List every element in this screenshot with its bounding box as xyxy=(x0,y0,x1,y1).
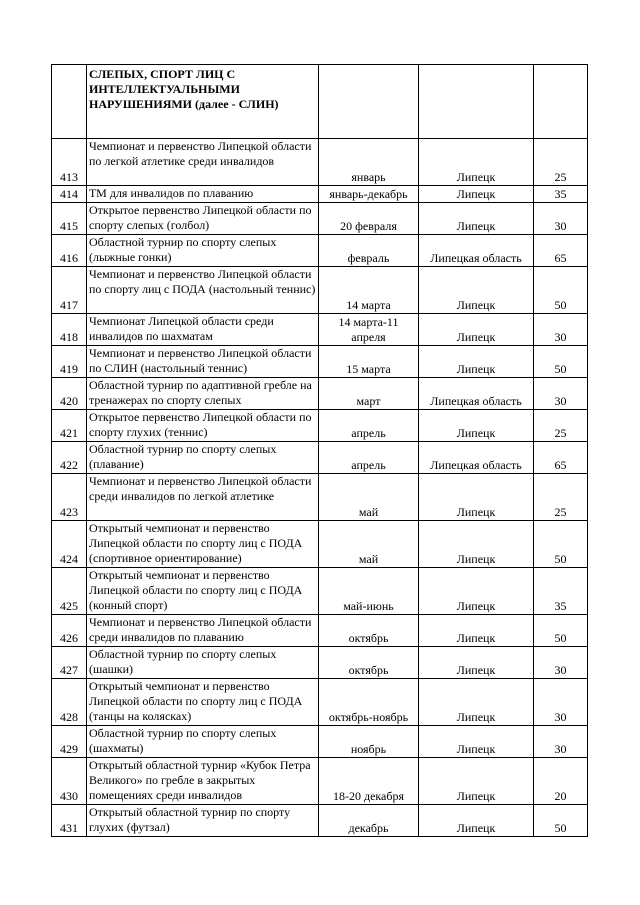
table-row xyxy=(52,346,588,378)
table-row xyxy=(52,235,588,267)
cell-name: Открытый областной турнир «Кубок Петра Великого» по гребле в закрытых помещениях среди инвалидов xyxy=(87,758,319,805)
cell-count: 30 xyxy=(534,679,588,726)
cell-count: 25 xyxy=(534,139,588,186)
cell-place: Липецк xyxy=(419,568,534,615)
cell-count: 35 xyxy=(534,568,588,615)
events-table-body xyxy=(52,65,588,837)
cell-name: Открытый чемпионат и первенство Липецкой области по спорту лиц с ПОДА (танцы на колясках) xyxy=(87,679,319,726)
cell-place: Липецк xyxy=(419,726,534,758)
cell-place xyxy=(419,65,534,139)
cell-name: Открытый чемпионат и первенство Липецкой области по спорту лиц с ПОДА (спортивное ориентирование) xyxy=(87,521,319,568)
cell-date: январь-декабрь xyxy=(319,186,419,203)
table-row xyxy=(52,726,588,758)
cell-name: Чемпионат и первенство Липецкой области по легкой атлетике среди инвалидов xyxy=(87,139,319,186)
table-row xyxy=(52,805,588,837)
cell-count: 25 xyxy=(534,474,588,521)
cell-place: Липецк xyxy=(419,267,534,314)
events-table xyxy=(51,64,588,837)
cell-count: 65 xyxy=(534,442,588,474)
cell-count: 35 xyxy=(534,186,588,203)
table-row xyxy=(52,203,588,235)
cell-section-title: СЛЕПЫХ, СПОРТ ЛИЦ С ИНТЕЛЛЕКТУАЛЬНЫМИ НАРУШЕНИЯМИ (далее - СЛИН) xyxy=(87,65,319,139)
cell-count: 25 xyxy=(534,410,588,442)
cell-place: Липецк xyxy=(419,758,534,805)
cell-num: 418 xyxy=(52,314,87,346)
cell-date: январь xyxy=(319,139,419,186)
table-row xyxy=(52,758,588,805)
cell-num xyxy=(52,65,87,139)
cell-num: 421 xyxy=(52,410,87,442)
cell-place: Липецк xyxy=(419,346,534,378)
cell-date: май xyxy=(319,474,419,521)
table-row xyxy=(52,442,588,474)
cell-count: 20 xyxy=(534,758,588,805)
table-row xyxy=(52,521,588,568)
cell-name: Открытое первенство Липецкой области по спорту глухих (теннис) xyxy=(87,410,319,442)
cell-date: март xyxy=(319,378,419,410)
cell-date: май xyxy=(319,521,419,568)
cell-date: апрель xyxy=(319,410,419,442)
cell-date: октябрь-ноябрь xyxy=(319,679,419,726)
table-row xyxy=(52,186,588,203)
table-row xyxy=(52,615,588,647)
cell-num: 415 xyxy=(52,203,87,235)
table-row xyxy=(52,267,588,314)
cell-date: 15 марта xyxy=(319,346,419,378)
cell-place: Липецкая область xyxy=(419,235,534,267)
cell-count: 30 xyxy=(534,378,588,410)
cell-date: апрель xyxy=(319,442,419,474)
cell-name: Областной турнир по адаптивной гребле на тренажерах по спорту слепых xyxy=(87,378,319,410)
cell-count: 50 xyxy=(534,267,588,314)
cell-name: Областной турнир по спорту слепых (шашки) xyxy=(87,647,319,679)
table-row xyxy=(52,679,588,726)
cell-name: Областной турнир по спорту слепых (плавание) xyxy=(87,442,319,474)
table-row xyxy=(52,314,588,346)
cell-count: 30 xyxy=(534,726,588,758)
cell-place: Липецк xyxy=(419,203,534,235)
cell-count: 50 xyxy=(534,615,588,647)
cell-date: декабрь xyxy=(319,805,419,837)
cell-num: 424 xyxy=(52,521,87,568)
cell-name: Чемпионат и первенство Липецкой области среди инвалидов по легкой атлетике xyxy=(87,474,319,521)
cell-name: ТМ для инвалидов по плаванию xyxy=(87,186,319,203)
cell-name: Чемпионат и первенство Липецкой области по спорту лиц с ПОДА (настольный теннис) xyxy=(87,267,319,314)
cell-date: 14 марта xyxy=(319,267,419,314)
cell-place: Липецк xyxy=(419,647,534,679)
cell-place: Липецк xyxy=(419,474,534,521)
cell-num: 422 xyxy=(52,442,87,474)
cell-place: Липецкая область xyxy=(419,442,534,474)
cell-count: 30 xyxy=(534,647,588,679)
cell-date: май-июнь xyxy=(319,568,419,615)
cell-place: Липецк xyxy=(419,615,534,647)
cell-num: 429 xyxy=(52,726,87,758)
cell-num: 416 xyxy=(52,235,87,267)
cell-place: Липецк xyxy=(419,139,534,186)
cell-num: 414 xyxy=(52,186,87,203)
cell-name: Чемпионат Липецкой области среди инвалидов по шахматам xyxy=(87,314,319,346)
cell-num: 428 xyxy=(52,679,87,726)
cell-date xyxy=(319,65,419,139)
cell-name: Чемпионат и первенство Липецкой области по СЛИН (настольный теннис) xyxy=(87,346,319,378)
cell-name: Открытое первенство Липецкой области по спорту слепых (голбол) xyxy=(87,203,319,235)
cell-place: Липецк xyxy=(419,186,534,203)
cell-count: 50 xyxy=(534,346,588,378)
table-row xyxy=(52,378,588,410)
cell-date: 14 марта-11 апреля xyxy=(319,314,419,346)
cell-date: октябрь xyxy=(319,647,419,679)
cell-place: Липецк xyxy=(419,410,534,442)
cell-place: Липецк xyxy=(419,314,534,346)
cell-place: Липецк xyxy=(419,521,534,568)
cell-count: 65 xyxy=(534,235,588,267)
cell-num: 431 xyxy=(52,805,87,837)
cell-num: 426 xyxy=(52,615,87,647)
cell-count xyxy=(534,65,588,139)
cell-count: 50 xyxy=(534,805,588,837)
cell-num: 423 xyxy=(52,474,87,521)
table-row xyxy=(52,139,588,186)
cell-num: 419 xyxy=(52,346,87,378)
cell-num: 425 xyxy=(52,568,87,615)
cell-num: 427 xyxy=(52,647,87,679)
cell-count: 50 xyxy=(534,521,588,568)
cell-place: Липецкая область xyxy=(419,378,534,410)
cell-num: 420 xyxy=(52,378,87,410)
table-row xyxy=(52,410,588,442)
cell-date: 20 февраля xyxy=(319,203,419,235)
cell-name: Чемпионат и первенство Липецкой области среди инвалидов по плаванию xyxy=(87,615,319,647)
cell-num: 430 xyxy=(52,758,87,805)
cell-date: ноябрь xyxy=(319,726,419,758)
cell-place: Липецк xyxy=(419,679,534,726)
cell-num: 417 xyxy=(52,267,87,314)
table-row-header-continuation xyxy=(52,65,588,139)
cell-name: Областной турнир по спорту слепых (лыжные гонки) xyxy=(87,235,319,267)
table-row xyxy=(52,647,588,679)
cell-place: Липецк xyxy=(419,805,534,837)
cell-count: 30 xyxy=(534,314,588,346)
cell-date: февраль xyxy=(319,235,419,267)
cell-num: 413 xyxy=(52,139,87,186)
cell-count: 30 xyxy=(534,203,588,235)
table-row xyxy=(52,568,588,615)
cell-name: Областной турнир по спорту слепых (шахматы) xyxy=(87,726,319,758)
cell-date: 18-20 декабря xyxy=(319,758,419,805)
table-row xyxy=(52,474,588,521)
cell-date: октябрь xyxy=(319,615,419,647)
cell-name: Открытый областной турнир по спорту глухих (футзал) xyxy=(87,805,319,837)
cell-name: Открытый чемпионат и первенство Липецкой области по спорту лиц с ПОДА (конный спорт) xyxy=(87,568,319,615)
